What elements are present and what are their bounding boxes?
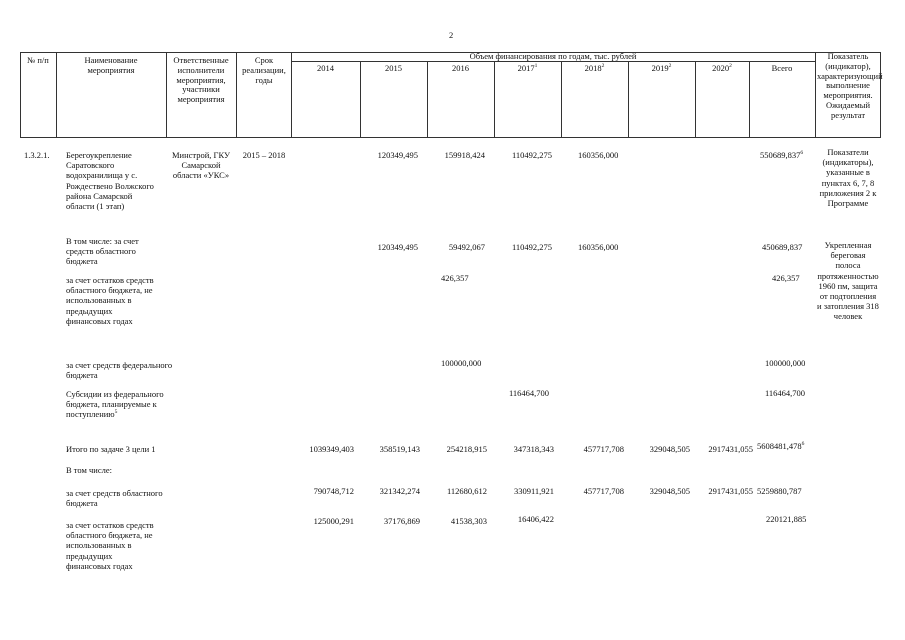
- header-responsible: Ответственные исполнители мероприятия, участники мероприятия: [173, 55, 229, 105]
- cell-2018: 457717,708: [583, 486, 624, 496]
- row-indicator: Показатели (индикаторы), указанные в пунктах 6, 7, 8 приложения 2 к Программе: [819, 147, 877, 208]
- col-border: [56, 52, 57, 138]
- cell-total: 450689,837: [762, 242, 803, 252]
- header-total: Всего: [771, 63, 793, 73]
- row-name: за счет средств областного бюджета: [66, 488, 163, 509]
- page-number: 2: [449, 30, 454, 40]
- cell-total: 220121,885: [766, 514, 807, 524]
- cell-total: 100000,000: [765, 358, 806, 368]
- header-year-2019: 2019$^2$: [651, 63, 672, 73]
- cell-total: 5259880,787: [757, 486, 802, 496]
- cell-2019: 329048,505: [649, 444, 690, 454]
- cell-2018: 160356,000: [578, 150, 619, 160]
- table-header-bottom-border: [20, 137, 880, 138]
- header-name: Наименование мероприятия: [84, 55, 138, 75]
- cell-total: 426,357: [772, 273, 800, 283]
- cell-2015: 321342,274: [379, 486, 420, 496]
- row-name: Итого по задаче 3 цели 1: [66, 444, 156, 454]
- cell-2017: 110492,275: [511, 242, 552, 252]
- header-year-2015: 2015: [385, 63, 402, 73]
- header-year-2016: 2016: [452, 63, 469, 73]
- cell-2015: 120349,495: [377, 150, 418, 160]
- cell-total: 116464,700: [765, 388, 806, 398]
- cell-2020: 2917431,055: [708, 444, 753, 454]
- cell-2019: 329048,505: [649, 486, 690, 496]
- cell-total: 5608481,478$^6$: [757, 441, 805, 451]
- header-num: № п/п: [27, 55, 49, 65]
- header-period: Срок реализации, годы: [242, 55, 286, 85]
- cell-2015: 358519,143: [379, 444, 420, 454]
- cell-2017: 330911,921: [513, 486, 554, 496]
- header-financing: Объем финансирования по годам, тыс. рублей: [469, 51, 637, 61]
- cell-2016: 59492,067: [448, 242, 485, 252]
- header-year-2014: 2014: [317, 63, 334, 73]
- cell-2016: 254218,915: [446, 444, 487, 454]
- row-name: Субсидии из федерального бюджета, планируемые к поступлению$^5$: [66, 389, 164, 420]
- row-period: 2015 – 2018: [242, 150, 286, 160]
- cell-2016: 41538,303: [450, 516, 487, 526]
- cell-2018: 160356,000: [578, 242, 619, 252]
- row-name: за счет средств федерального бюджета: [66, 360, 173, 381]
- row-name: В том числе: за счет средств областного бюджета: [66, 236, 139, 267]
- cell-total: 550689,837$^6$: [760, 150, 804, 160]
- cell-2014: 790748,712: [313, 486, 354, 496]
- cell-2016: 426,357: [441, 273, 469, 283]
- col-border: [880, 52, 881, 138]
- cell-2017: 16406,422: [517, 514, 554, 524]
- cell-2015: 120349,495: [377, 242, 418, 252]
- cell-2014: 125000,291: [313, 516, 354, 526]
- cell-2020: 2917431,055: [708, 486, 753, 496]
- header-year-2017: 2017$^1$: [517, 63, 538, 73]
- col-border: [815, 52, 816, 138]
- header-year-2020: 2020$^2$: [712, 63, 732, 73]
- row-indicator: Укрепленная береговая полоса протяженностью 1960 пм, защита от подтопления и затопления 318 человек: [817, 240, 879, 322]
- row-name: за счет остатков средств областного бюджета, не использованных в предыдущих финансовых годах: [66, 275, 154, 326]
- cell-2015: 37176,869: [383, 516, 420, 526]
- header-indicator: Показатель (индикатор), характеризующий выполнение мероприятия. Ожидаемый результат: [817, 51, 883, 120]
- cell-2016: 100000,000: [441, 358, 482, 368]
- cell-2014: 1039349,403: [309, 444, 354, 454]
- row-name: за счет остатков средств областного бюджета, не использованных в предыдущих финансовых годах: [66, 520, 154, 571]
- row-responsible: Минстрой, ГКУ Самарской области «УКС»: [172, 150, 230, 181]
- cell-2016: 112680,612: [446, 486, 487, 496]
- cell-2017: 110492,275: [511, 150, 552, 160]
- cell-2016: 159918,424: [444, 150, 485, 160]
- header-year-2018: 2018$^2$: [584, 63, 605, 73]
- cell-2017: 347318,343: [513, 444, 554, 454]
- col-border: [236, 52, 237, 138]
- row-number: 1.3.2.1.: [24, 150, 50, 160]
- col-border: [166, 52, 167, 138]
- row-name: Берегоукрепление Саратовского водохранилища у с. Рождествено Волжского района Самарской области (1 этап): [66, 150, 154, 211]
- cell-2018: 457717,708: [583, 444, 624, 454]
- cell-2017: 116464,700: [509, 388, 550, 398]
- row-name: В том числе:: [66, 465, 112, 475]
